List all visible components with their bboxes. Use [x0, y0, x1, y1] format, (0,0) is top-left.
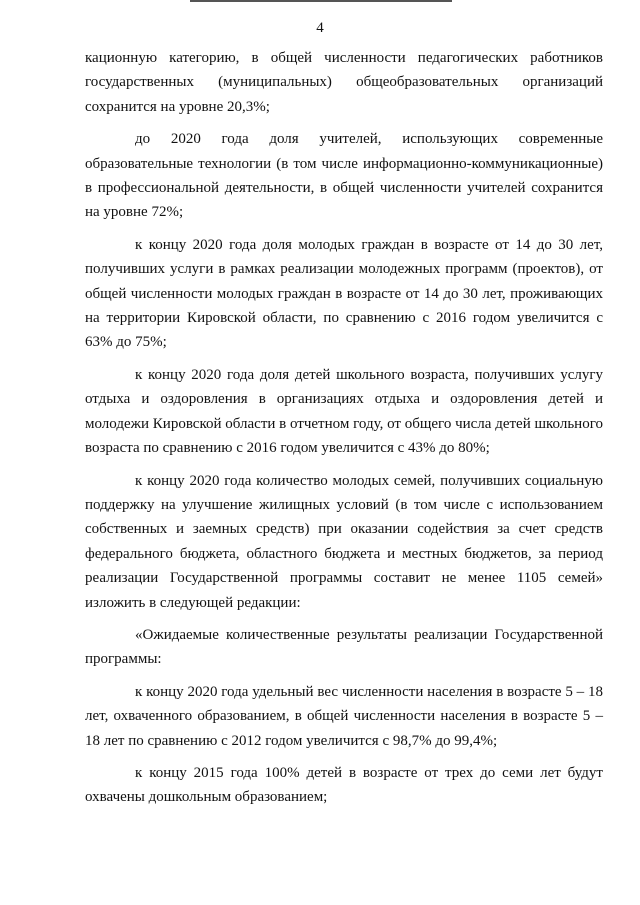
paragraph-teachers-technologies: до 2020 года доля учителей, использующих современные образовательные технологии (в том числе информационно-коммуникационные) в профессиональной деятельности, в общей численности учителей сохранится на уровне 72%; [85, 131, 603, 221]
document-body [85, 46, 603, 810]
paragraph-youth-programs: к концу 2020 года доля молодых граждан в возрасте от 14 до 30 лет, получивших услуги в рамках реализации молодежных программ (проектов), от общей численности молодых граждан в возрасте от 14 до 30 лет, проживающих на территории Кировской области, по сравнению с 2016 годом увеличится с 63% до 75%; [85, 236, 603, 351]
page-number: 4 [316, 20, 324, 36]
paragraph-continuation: кационную категорию, в общей численности педагогических работников государственных (муниципальных) общеобразовательных организаций сохранится на уровне 20,3%; [85, 50, 603, 115]
paragraph-young-families: к концу 2020 года количество молодых семей, получивших социальную поддержку на улучшение жилищных условий (в том числе с использованием собственных и заемных средств) при оказании содействия за счет средств федерального бюджета, областного бюджета и местных бюджетов, за период реализации Государственной программы составит не менее 1105 семей» изложить в следующей редакции: [85, 472, 603, 611]
paragraph-education-coverage: к концу 2020 года удельный вес численности населения в возрасте 5 – 18 лет, охваченного образованием, в общей численности населения в возрасте 5 – 18 лет по сравнению с 2012 годом увеличится с 98,7% до 99,4%; [85, 683, 603, 749]
paragraph-preschool-coverage: к концу 2015 года 100% детей в возрасте от трех до семи лет будут охвачены дошкольным образованием; [85, 764, 603, 806]
paragraph-expected-results-heading: «Ожидаемые количественные результаты реализации Государственной программы: [85, 626, 603, 668]
paragraph-children-recreation: к концу 2020 года доля детей школьного возраста, получивших услугу отдыха и оздоровления в организациях отдыха и оздоровления детей и молодежи Кировской области в отчетном году, от общего числа детей школьного возраста по сравнению с 2016 годом увеличится с 43% до 80%; [85, 366, 603, 457]
scan-edge-line [190, 0, 452, 2]
